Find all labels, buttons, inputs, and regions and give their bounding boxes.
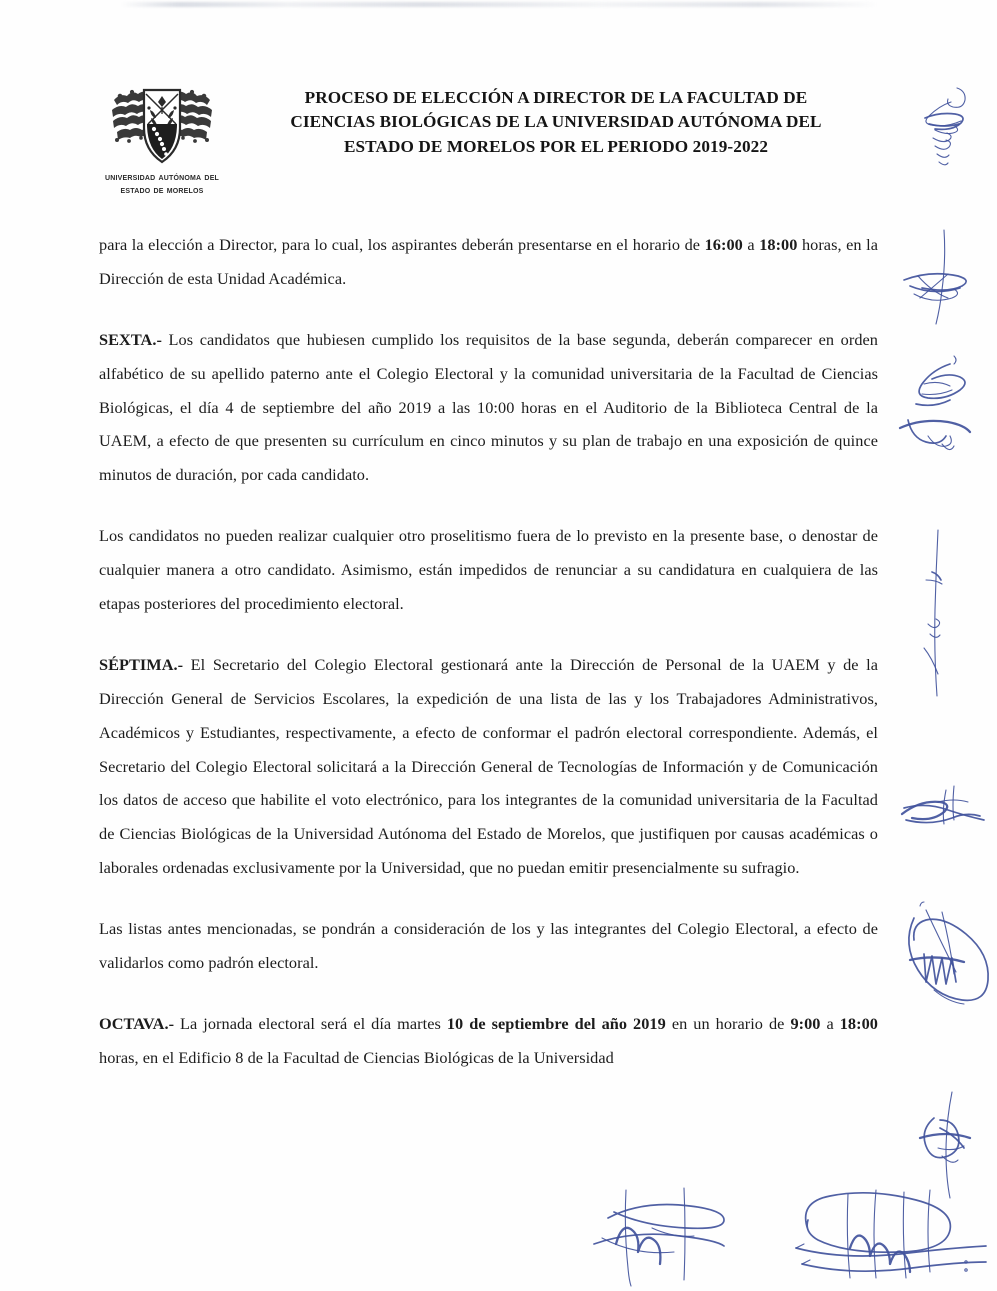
paragraph-listas <box>99 912 878 980</box>
institution-name-line1: universidad autónoma del <box>104 171 220 183</box>
clause-octava-text-d: horas, en el Edificio 8 de la Facultad de Ciencias Biológicas de la Universidad <box>99 1047 614 1067</box>
clause-octava-label: OCTAVA.- <box>99 1013 175 1033</box>
paragraph-proselitismo-text: Los candidatos no pueden realizar cualquier otro proselitismo fuera de lo previsto en la presente base, o denostar de cualquier manera a otro candidato. Asimismo, están impedidos de renunciar a su candidatura en cualquiera de las etapas posteriores del procedimiento electoral. <box>99 526 878 614</box>
document-title <box>246 86 866 159</box>
clause-octava-text-c: a <box>820 1013 840 1033</box>
para1-time-end: 18:00 <box>759 235 798 254</box>
clause-sexta-label: SEXTA.- <box>99 329 162 349</box>
para1-text-c: horas, en la Dirección de esta Unidad Académica. <box>99 235 878 288</box>
margin-signature-2 <box>900 228 980 328</box>
clause-octava-date: 10 de septiembre del año 2019 <box>446 1013 666 1033</box>
uaem-coat-of-arms-icon <box>110 84 214 168</box>
bottom-signature-left <box>592 1188 782 1288</box>
clause-octava-time-end: 18:00 <box>839 1013 878 1033</box>
institution-name <box>86 171 238 197</box>
clause-septima-label: SÉPTIMA.- <box>99 654 184 674</box>
institution-logo-block <box>86 84 238 197</box>
margin-signature-3 <box>898 350 980 480</box>
clause-sexta-text: Los candidatos que hubiesen cumplido los requisitos de la base segunda, deberán comparecer en orden alfabético de su apellido paterno ante el Colegio Electoral y la comunidad universitaria de la Facultad de Ciencias Biológicas, el día 4 de septiembre del año 2019 a las 10:00 horas en el Auditorio de la Biblioteca Central de la UAEM, a efecto de que presenten su currículum en cinco minutos y su plan de trabajo en una exposición de quince minutos de duración, por cada candidato. <box>99 329 878 485</box>
margin-signature-4 <box>918 528 958 698</box>
institution-name-line2: estado de morelos <box>120 184 204 197</box>
clause-octava <box>99 1007 878 1075</box>
margin-signature-6 <box>898 890 990 1010</box>
clause-octava-text-a: La jornada electoral será el día martes <box>174 1013 447 1033</box>
clause-sexta <box>99 323 878 492</box>
document-body <box>99 228 878 1075</box>
margin-signature-5 <box>900 780 986 840</box>
para1-text-b: a <box>742 235 760 254</box>
para1-text-a: para la elección a Director, para lo cual, los aspirantes deberán presentarse en el horario de <box>99 235 705 254</box>
document-title-line2: CIENCIAS BIOLÓGICAS DE LA UNIVERSIDAD AUTÓNOMA DEL <box>290 112 822 132</box>
clause-septima-text: El Secretario del Colegio Electoral gestionará ante la Dirección de Personal de la UAEM y de la Dirección General de Servicios Escolares, la expedición de una lista de las y los Trabajadores Administrativos, Académicos y Estudiantes, respectivamente, a efecto de conformar el padrón electoral correspondiente. Además, el Secretario del Colegio Electoral solicitará a la Dirección General de Tecnologías de Información y de Comunicación los datos de acceso que habilite el voto electrónico, para los integrantes de la comunidad universitaria de la Facultad de Ciencias Biológicas de la Universidad Autónoma del Estado de Morelos, que justifiquen por causas académicas o laborales ordenadas exclusivamente por la Universidad, que no puedan emitir presencialmente su sufragio. <box>99 654 878 878</box>
paragraph-listas-text: Las listas antes mencionadas, se pondrán a consideración de los y las integrantes del Colegio Electoral, a efecto de validarlos como padrón electoral. <box>99 919 878 973</box>
document-title-line3: ESTADO DE MORELOS POR EL PERIODO 2019-2022 <box>343 136 769 156</box>
clause-octava-text-b: en un horario de <box>665 1013 791 1033</box>
margin-signature-7 <box>908 1090 984 1200</box>
clause-octava-time-start: 9:00 <box>790 1013 821 1033</box>
clause-septima <box>99 648 878 885</box>
paragraph-proselitismo <box>99 519 878 621</box>
paragraph-continuation <box>99 228 878 296</box>
para1-time-start: 16:00 <box>704 235 743 254</box>
document-title-line1: PROCESO DE ELECCIÓN A DIRECTOR DE LA FACULTAD DE <box>304 88 808 107</box>
document-header <box>0 78 997 198</box>
bottom-signature-right <box>790 1186 990 1288</box>
scan-artifact <box>120 2 880 7</box>
